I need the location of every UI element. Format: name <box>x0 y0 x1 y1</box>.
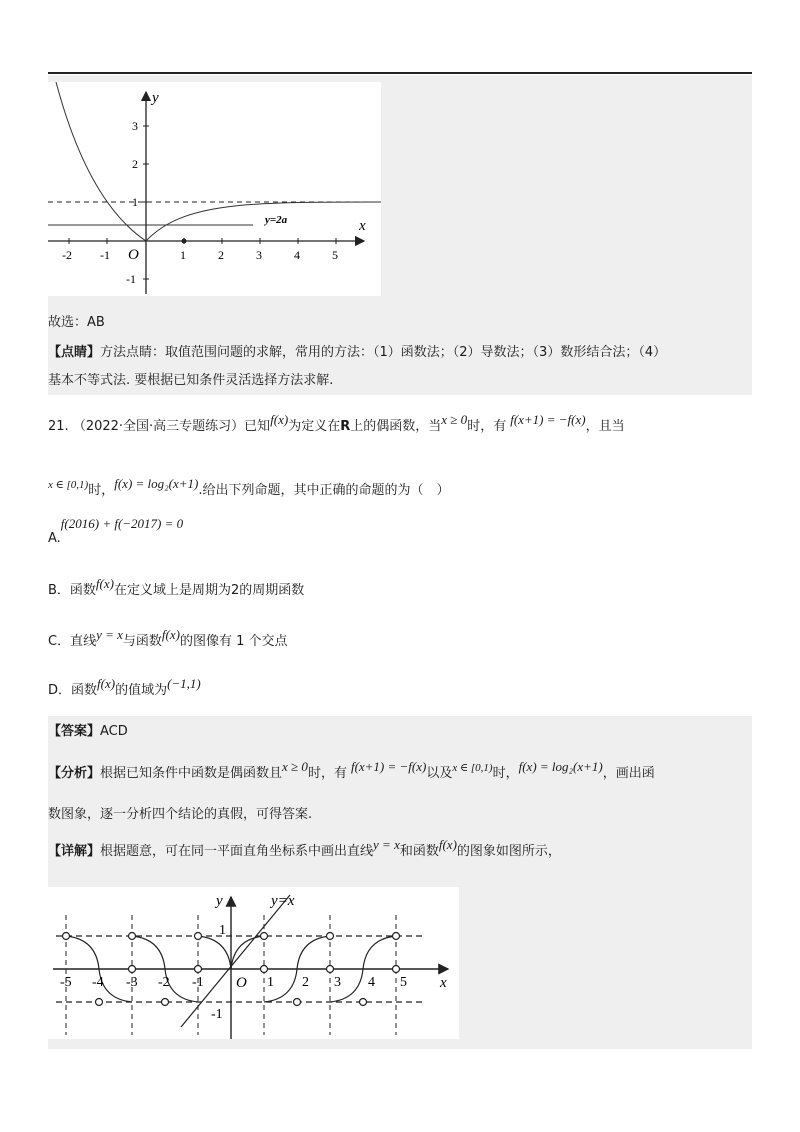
option-c-text: 的图像有 1 个交点 <box>179 634 288 649</box>
option-d <box>48 676 201 701</box>
question-number: 21. <box>48 419 69 434</box>
y-axis-label: y <box>152 90 159 106</box>
math-fx: f(x) <box>97 676 116 691</box>
answer-line <box>48 722 128 742</box>
question-source: （2022·全国·高三专题练习）已知 <box>72 419 271 434</box>
y-tick-label: 1 <box>219 923 226 938</box>
point-x1 <box>182 239 187 244</box>
x-tick-label: 4 <box>294 248 300 262</box>
answer-prev: 故选：AB <box>48 315 105 330</box>
x-tick-label: -2 <box>158 975 170 990</box>
line-label-2a: y=2a <box>265 214 288 226</box>
question-text: 时， <box>88 483 115 498</box>
question-text: .给出下列命题，其中正确的命题的为（ ） <box>198 483 450 498</box>
x-tick-label: 1 <box>267 975 274 990</box>
figure-1 <box>48 82 381 296</box>
question-line-1 <box>48 412 625 437</box>
math-definition: f(x) = log₂(x+1) <box>114 476 199 491</box>
y-tick-label: -1 <box>126 272 136 286</box>
detail-text: 根据题意，可在同一平面直角坐标系中画出直线 <box>100 844 374 859</box>
x-tick-label: -2 <box>62 248 72 262</box>
option-b-label: B．函数 <box>48 583 96 598</box>
answer-tag: 【答案】 <box>48 724 101 739</box>
y-tick-label: -1 <box>211 1007 223 1022</box>
math-relation: f(x+1) = −f(x) <box>510 412 586 427</box>
x-tick-label: -4 <box>92 975 104 990</box>
set-R: R <box>340 419 351 434</box>
x-tick-label: 4 <box>368 975 375 990</box>
comment-line-1 <box>48 343 666 363</box>
comment-line-2: 基本不等式法. 要根据已知条件灵活选择方法求解. <box>48 373 334 388</box>
option-b <box>48 576 305 601</box>
analysis-line-1 <box>48 759 655 784</box>
math-fx: f(x) <box>95 576 114 591</box>
figure-1-svg <box>48 82 381 296</box>
option-c-label: C．直线 <box>48 634 97 649</box>
option-b-text: 在定义域上是周期为2的周期函数 <box>113 583 305 598</box>
y-tick-label: 3 <box>132 119 138 133</box>
comment-tag: 【点睛】 <box>48 345 101 360</box>
x-tick-label: 2 <box>218 248 224 262</box>
math-interval: x ∈ [0,1) <box>48 479 89 491</box>
option-a-label: A. <box>48 531 61 546</box>
x-tick-label: 5 <box>332 248 338 262</box>
figure-2-svg <box>48 887 459 1039</box>
math-condition: x ≥ 0 <box>441 412 468 427</box>
x-tick-label: -3 <box>126 975 138 990</box>
answer-value: ACD <box>100 724 128 739</box>
origin-label: O <box>236 975 247 991</box>
x-tick-label: 5 <box>400 975 407 990</box>
question-text: 上的偶函数，当 <box>350 419 442 434</box>
math-line: y = x <box>373 837 400 852</box>
option-a-expr: f(2016) + f(−2017) = 0 <box>60 516 184 531</box>
question-text: 时，有 <box>467 419 507 434</box>
math-fx: f(x) <box>438 837 457 852</box>
analysis-text: 以及 <box>426 766 453 781</box>
y-tick-label: 1 <box>132 195 138 209</box>
analysis-line-2: 数图象，逐一分析四个结论的真假，可得答案. <box>48 807 313 822</box>
option-d-label: D．函数 <box>48 683 98 698</box>
x-axis-label: x <box>440 975 447 991</box>
y-tick-label: 2 <box>132 157 138 171</box>
option-d-mid: 的值域为 <box>115 683 168 698</box>
analysis-text: ，画出函 <box>602 766 655 781</box>
y-axis-label: y <box>216 893 223 909</box>
math-line: y = x <box>96 627 123 642</box>
line-y-equals-x <box>181 895 290 1027</box>
option-a <box>48 516 184 549</box>
question-text: ，且当 <box>585 419 625 434</box>
analysis-tag: 【分析】 <box>48 766 101 781</box>
question-line-2 <box>48 476 450 501</box>
analysis-text: 根据已知条件中函数是偶函数且 <box>100 766 283 781</box>
math-relation: f(x+1) = −f(x) <box>350 759 427 774</box>
math-definition: f(x) = log₂(x+1) <box>518 759 603 774</box>
origin-label: O <box>128 247 139 263</box>
line-label-yx: y=x <box>271 893 295 909</box>
math-fx: f(x) <box>270 412 289 427</box>
analysis-text: 时， <box>492 766 519 781</box>
analysis-text: 时，有 <box>307 766 347 781</box>
comment-text-1: 方法点睛：取值范围问题的求解，常用的方法：（1）函数法；（2）导数法；（3）数形结合法；（4） <box>100 345 667 360</box>
x-tick-label: 3 <box>334 975 341 990</box>
question-text: 为定义在 <box>288 419 341 434</box>
math-range: (−1,1) <box>167 676 201 691</box>
detail-tag: 【详解】 <box>48 844 101 859</box>
math-interval: x ∈ [0,1) <box>452 762 493 774</box>
option-c <box>48 627 288 652</box>
x-tick-label: 3 <box>256 248 262 262</box>
x-tick-label: 2 <box>302 975 309 990</box>
option-c-mid: 与函数 <box>122 634 162 649</box>
figure-2 <box>48 887 459 1039</box>
x-tick-label: -1 <box>192 975 204 990</box>
detail-line <box>48 837 561 862</box>
math-fx: f(x) <box>161 627 180 642</box>
detail-text: 的图象如图所示， <box>456 844 561 859</box>
x-tick-label: -1 <box>100 248 110 262</box>
x-tick-label: 1 <box>180 248 186 262</box>
curve-right <box>146 202 381 241</box>
x-tick-label: -5 <box>60 975 72 990</box>
math-condition: x ≥ 0 <box>282 759 308 774</box>
top-rule <box>48 72 752 74</box>
detail-text: 和函数 <box>399 844 439 859</box>
x-axis-label: x <box>359 218 366 234</box>
